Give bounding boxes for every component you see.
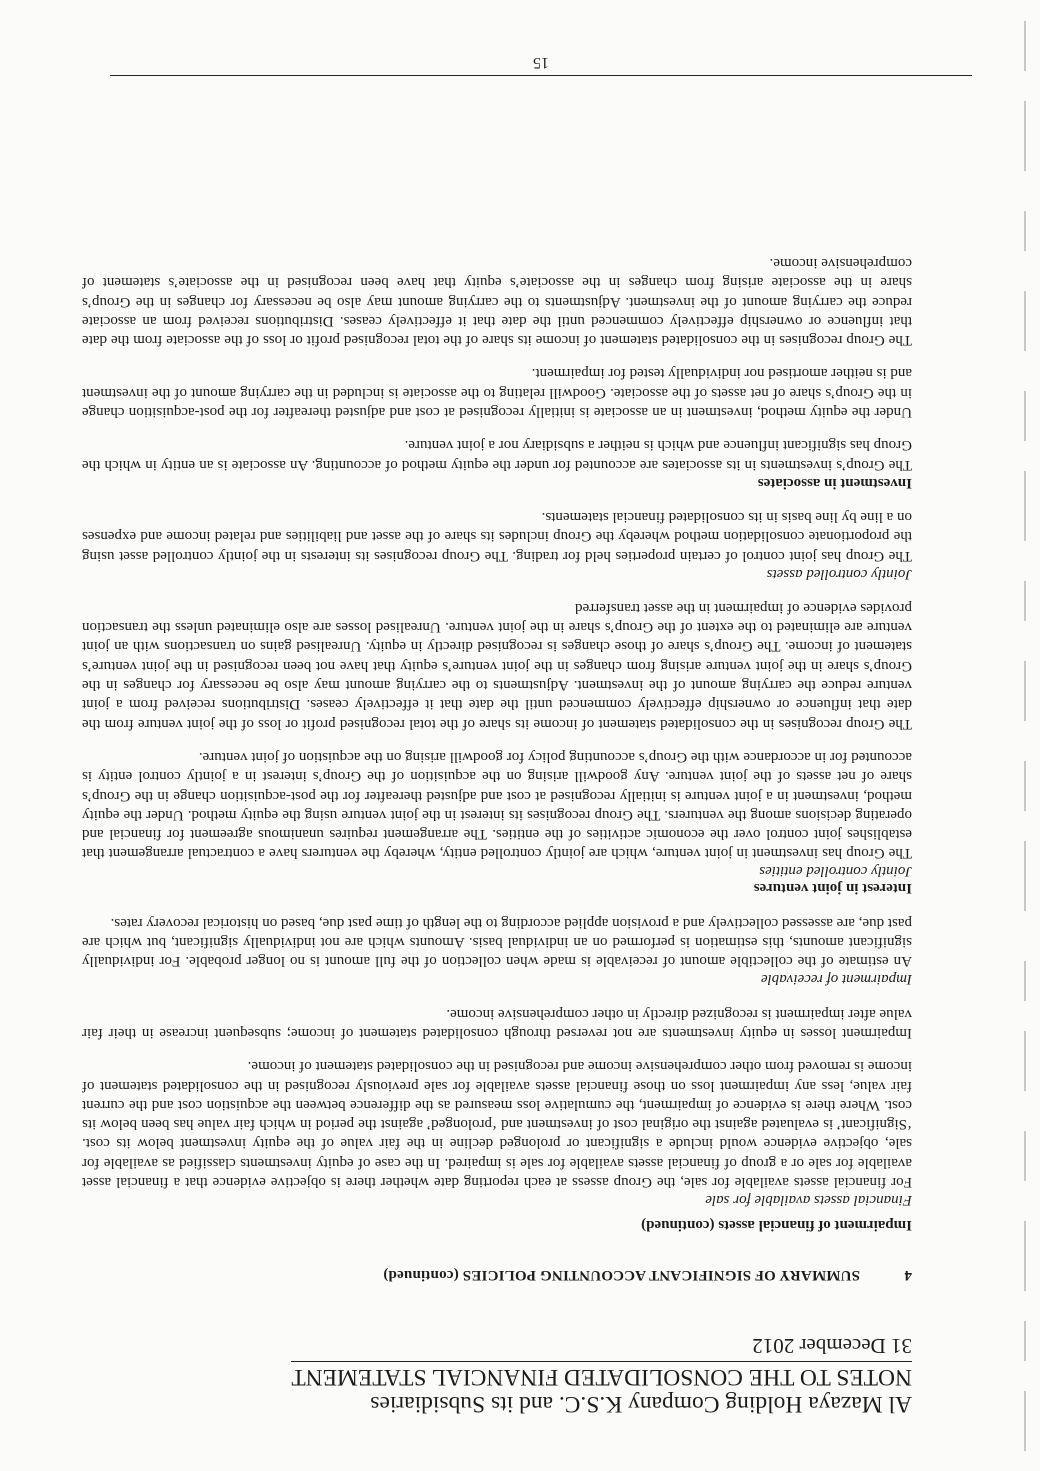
associates-paragraph-3: The Group recognises in the consolidated statement of income its share of the total recognised profit or loss of the associate from the date that influence or ownership effectively commenced until the date that it effectively ceases. Distributions received from an associate reduce the carrying amount of the investment. Adjustments to the carrying amount may also be necessary for changes in the Group’s share in the associate arising from changes in the associate’s equity that have been recognised in the associate’s statement of comprehensive income. [82,255,912,349]
jce-paragraph-1: The Group has investment in joint venture, which are jointly controlled entity, whereby the venturers have a contractual arrangement that establishes joint control over the economic activities of the entities. The arrangement requires unanimous agreement for financial and operating decisions among the venturers. The Group recognises its interest in the joint venture using the equity method. Under the equity method, investment in a joint venture is initially recognised at cost and adjusted thereafter for the post-acquisition change in the Group’s share of net assets of the joint venture. Any goodwill arising on the acquisition of the Group’s interest in a jointly control entity is accounted for in accordance with the Group’s accounting policy for goodwill arising on the acquistion of joint venture. [82,748,912,862]
report-title: NOTES TO THE CONSOLIDATED FINANCIAL STATEMENT [291,1361,912,1390]
associates-paragraph-1: The Group’s investments in its associates are accounted for under the equity method of accounting. An associate is an entity in which the Group has significant influence and which is neither a subsidiary nor a joint venture. [82,437,912,473]
section-number: 4 [904,1267,912,1283]
jce-heading: Jointly controlled entities [759,863,912,880]
company-name: Al Mazaya Holding Company K.S.C. and its Subsidiaries [370,1391,912,1417]
page-content [82,253,912,1417]
equity-impairment-paragraph: Impairment losses in equity investments are not reversed through consolidated statement of income; subsequent increase in their fair value after impairment is recognized directly in other comprehensive income. [82,1005,912,1041]
impairment-heading: Impairment of financial assets (continued) [641,1217,912,1233]
receivable-heading: Impairment of receivable [760,971,912,988]
afs-heading: Financial assets available for sale [705,1192,912,1208]
section-heading [82,1266,912,1283]
report-date: 31 December 2012 [752,1334,912,1358]
jca-heading: Jointly controlled assets [766,565,912,582]
jce-paragraph-2: The Group recognises in the consolidated statement of income its share of the total recognised profit or loss of the joint venture from the date that influence or ownership effectively commenced until the date that it effectively ceases. Distributions received from a joint venture reduce the carrying amount of the investment. Adjustments to the carrying amount may also be necessary for changes in the Group’s share in the joint venture arising from changes in the joint venture’s equity that have not been recognised in the joint venture’s statement of income. The Group’s share of those changes is recognised directly in equity. Unrealised gains on transactions with an joint venture are eliminated to the extent of the Group’s share in the joint venture. Unrealised losses are also eliminated unless the transaction provides evidence of impairment in the asset transferred [82,599,912,732]
associates-paragraph-2: Under the equity method, investment in an associate is initially recognised at cost and adjusted thereafter for the post-acquisition change in the Group’s share of net assets of the associate. Goodwill relating to the associate is included in the carrying amount of the investment and is neither amortised nor individually tested for impairment. [82,365,912,421]
associates-heading: Investment in associates [757,474,912,491]
page-number: 15 [533,54,549,71]
afs-paragraph: For financial assets available for sale, the Group assess at each reporting date whether there is objective evidence that a financial asset available for sale or a group of financial assets available for sale is impaired. In the case of equity investments classified as available for sale, objective evidence would include a significant or prolonged decline in the fair value of the equity investment below its cost. ‘Significant’ is evaluated against the original cost of investment and ‘prolonged’ against the period in which fair value has been below its cost. Where there is evidence of impairment, the cumulative loss measured as the difference between the acquistion cost and the current fair value, less any impairment loss on those financial assets available for sale previously recognised in the consolidated statement of income is removed from other comprehensive income and recognised in the consolidated statement of income. [82,1058,912,1190]
scan-edge-marks [1000,0,1040,1471]
page-footer [110,53,972,76]
receivable-paragraph: An estimate of the collectible amount of receivable is made when collection of the full amount is no longer probable. For individually significant amounts, this estimation is performed on an individual basis. Amounts which are not individually significant, but which are past due, are assessed collectively and a provision applied according to the length of time past due, based on historical recovery rates. [82,914,912,970]
section-title: SUMMARY OF SIGNIFICANT ACCOUNTING POLICIES (continued) [383,1267,860,1283]
jca-paragraph: The Group has joint control of certain properties held for trading. The Group recognises its interests in the jointly controlled asset using the proportionate consolidation method whereby the Group includes its share of the asset and liabilities and related income and expenses on a line by line basis in its consolidated financial statements. [82,508,912,564]
joint-ventures-heading: Interest in joint ventures [753,880,912,897]
